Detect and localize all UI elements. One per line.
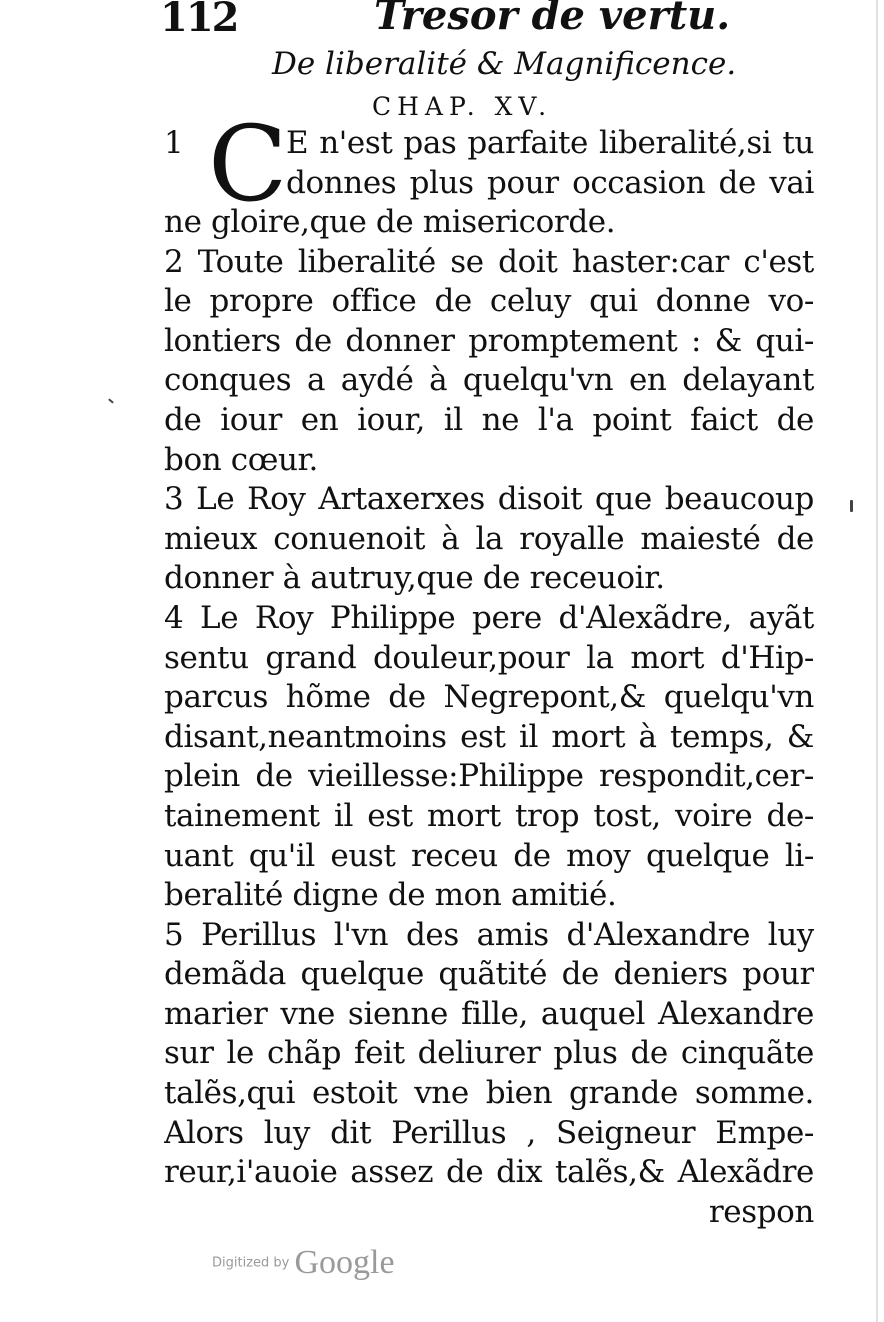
ink-speck: [108, 398, 114, 403]
text-line: talẽs,qui estoit vne bien grande somme.: [164, 1075, 814, 1112]
page-edge-line: [876, 0, 878, 1322]
text-line: de iour en iour, il ne l'a point faict de: [164, 401, 814, 438]
text-line: Alors luy dit Perillus , Seigneur Empe-: [164, 1114, 814, 1151]
digitized-watermark: [212, 1244, 395, 1282]
text-line: donner à autruy,que de receuoir.: [164, 560, 665, 597]
digitized-label: Digitized by: [212, 1255, 290, 1271]
ink-speck: [850, 500, 853, 512]
text-line: disant,neantmoins est il mort à temps, &: [164, 718, 814, 755]
text-line: E n'est pas parfaite liberalité,si tu: [286, 125, 814, 161]
catchword: respon: [708, 1193, 814, 1230]
text-line: donnes plus pour occasion de vai: [286, 164, 814, 201]
text-line: demãda quelque quãtité de deniers pour: [164, 956, 814, 993]
drop-cap: C: [208, 103, 288, 225]
text-line: 5 Perillus l'vn des amis d'Alexandre luy: [164, 916, 814, 953]
text-line: sur le chãp feit deliurer plus de cinquãte: [164, 1035, 814, 1072]
text-line: 3 Le Roy Artaxerxes disoit que beaucoup: [164, 481, 814, 518]
text-line: lontiers de donner promptement : & qui-: [164, 322, 814, 359]
page-number: 112: [160, 0, 238, 41]
text-line: tainement il est mort trop tost, voire de-: [164, 797, 814, 834]
text-line: reur,i'auoie assez de dix talẽs,& Alexãdre: [164, 1154, 814, 1191]
text-line: mieux conuenoit à la royalle maiesté de: [164, 520, 814, 557]
text-line: marier vne sienne fille, auquel Alexandre: [164, 995, 814, 1032]
text-line: ne gloire,que de misericorde.: [164, 204, 616, 240]
text-line: beralité digne de mon amitié.: [164, 877, 617, 914]
text-line: 2 Toute liberalité se doit haster:car c'est: [164, 243, 814, 280]
google-logo: Google: [294, 1244, 395, 1281]
text-line: le propre office de celuy qui donne vo-: [164, 283, 814, 320]
text-line: conques a aydé à quelqu'vn en delayant: [164, 362, 814, 399]
text-line: plein de vieillesse:Philippe respondit,cer-: [164, 758, 814, 795]
running-title: Tresor de vertu.: [374, 0, 731, 39]
page-header: [160, 0, 820, 44]
chapter-number: CHAP. XV.: [372, 92, 553, 121]
text-line: 4 Le Roy Philippe pere d'Alexãdre, ayãt: [164, 599, 814, 636]
text-line: uant qu'il eust receu de moy quelque li-: [164, 837, 814, 874]
text-line: sentu grand douleur,pour la mort d'Hip-: [164, 639, 814, 676]
text-line: bon cœur.: [164, 441, 318, 478]
text-line: parcus hõme de Negrepont,& quelqu'vn: [164, 679, 814, 716]
paragraph-number: 1: [164, 125, 184, 161]
chapter-title: De liberalité & Magnificence.: [272, 46, 737, 82]
